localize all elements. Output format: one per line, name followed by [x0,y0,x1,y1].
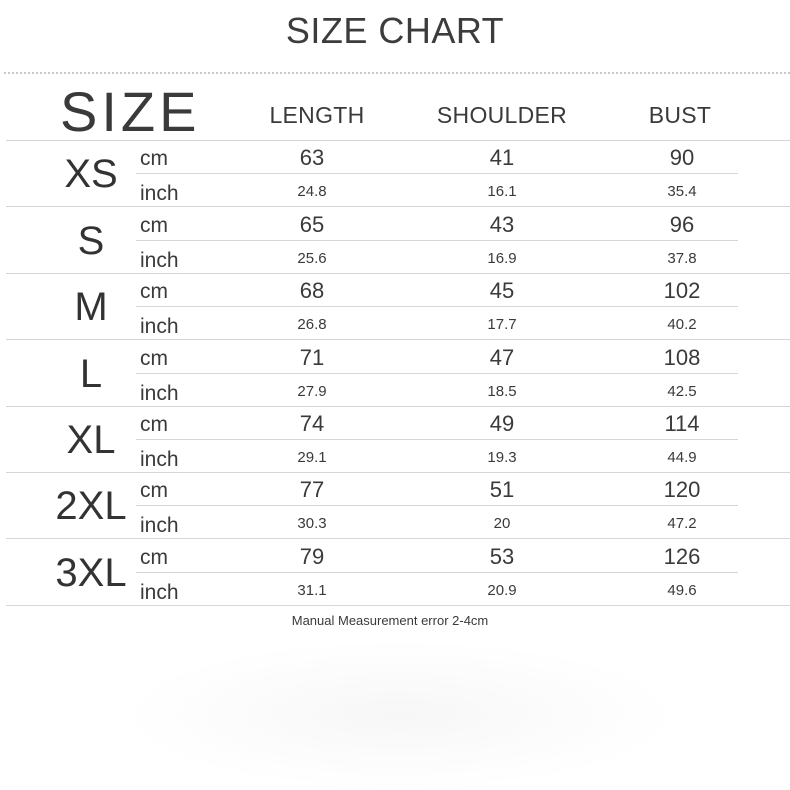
bust-column-header: BUST [648,102,712,128]
bust-cm-value: 90 [669,145,695,170]
row-divider [6,605,790,606]
bust-cm-value: 114 [664,411,700,436]
length-inch-value: 30.3 [297,515,327,532]
unit-divider [136,572,738,573]
unit-label-cm: cm [140,347,168,370]
bust-inch-value: 47.2 [667,515,697,532]
shoulder-cm-value: 45 [489,278,515,303]
length-cm-value: 65 [299,212,325,237]
shoulder-inch-value: 17.7 [487,316,517,333]
shoulder-cm-value: 41 [489,145,515,170]
size-row-xl [0,407,790,473]
shoulder-inch-value: 20 [493,515,511,532]
background-shadow [120,640,680,790]
unit-label-inch: inch [140,249,179,272]
shoulder-cm-value: 43 [489,212,515,237]
length-inch-value: 25.6 [297,250,327,267]
row-divider [6,538,790,539]
page-title: SIZE CHART [285,10,505,51]
bust-inch-value: 44.9 [667,449,697,466]
bust-cm-value: 126 [663,544,701,569]
size-label: XS [64,152,118,196]
unit-divider [136,240,738,241]
bust-inch-value: 40.2 [667,316,697,333]
size-row-s [0,208,790,274]
unit-label-cm: cm [140,546,168,569]
unit-label-inch: inch [140,514,179,537]
size-label: M [74,285,108,329]
size-row-xs [0,141,790,207]
bust-inch-value: 49.6 [667,582,697,599]
length-cm-value: 71 [299,345,325,370]
bust-cm-value: 96 [669,212,695,237]
length-cm-value: 68 [299,278,325,303]
size-row-2xl [0,473,790,539]
shoulder-cm-value: 47 [489,345,515,370]
unit-divider [136,505,738,506]
shoulder-inch-value: 16.9 [487,250,517,267]
unit-label-inch: inch [140,315,179,338]
bust-cm-value: 102 [663,278,701,303]
length-inch-value: 24.8 [297,183,327,200]
unit-label-inch: inch [140,448,179,471]
unit-label-inch: inch [140,182,179,205]
size-label: XL [66,418,116,462]
length-inch-value: 29.1 [297,449,327,466]
bust-inch-value: 42.5 [667,383,697,400]
length-cm-value: 63 [299,145,325,170]
unit-label-inch: inch [140,581,179,604]
length-inch-value: 26.8 [297,316,327,333]
bust-cm-value: 120 [663,477,701,502]
unit-label-cm: cm [140,413,168,436]
row-divider [6,206,790,207]
size-label: 3XL [55,551,127,595]
length-inch-value: 27.9 [297,383,327,400]
size-label: S [77,219,105,263]
shoulder-cm-value: 51 [489,477,515,502]
shoulder-inch-value: 18.5 [487,383,517,400]
bust-cm-value: 108 [663,345,701,370]
size-row-l [0,341,790,407]
title-divider [4,72,790,74]
table-header [0,80,790,143]
unit-label-inch: inch [140,382,179,405]
size-label: 2XL [55,484,127,528]
shoulder-column-header: SHOULDER [436,102,568,128]
size-column-header: SIZE [60,80,201,143]
bust-inch-value: 35.4 [667,183,697,200]
bust-inch-value: 37.8 [667,250,697,267]
shoulder-inch-value: 16.1 [487,183,517,200]
unit-divider [136,439,738,440]
measurement-note: Manual Measurement error 2-4cm [291,613,489,628]
length-cm-value: 79 [299,544,325,569]
length-cm-value: 77 [299,477,325,502]
row-divider [6,339,790,340]
length-inch-value: 31.1 [297,582,327,599]
unit-label-cm: cm [140,280,168,303]
length-cm-value: 74 [299,411,325,436]
unit-label-cm: cm [140,479,168,502]
unit-label-cm: cm [140,214,168,237]
size-row-3xl [0,540,790,606]
size-label: L [79,352,103,396]
shoulder-inch-value: 20.9 [487,582,517,599]
size-row-m [0,274,790,340]
unit-label-cm: cm [140,147,168,170]
unit-divider [136,373,738,374]
unit-divider [136,173,738,174]
length-column-header: LENGTH [269,102,365,128]
shoulder-cm-value: 53 [489,544,515,569]
shoulder-inch-value: 19.3 [487,449,517,466]
shoulder-cm-value: 49 [489,411,515,436]
unit-divider [136,306,738,307]
